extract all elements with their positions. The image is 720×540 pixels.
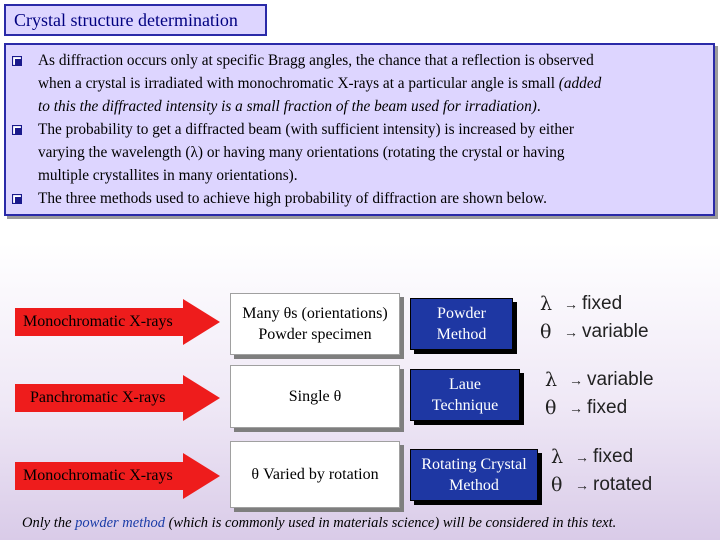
formula-1: [540, 290, 649, 346]
source-arrow-1: [15, 299, 220, 345]
lambda-row: [551, 443, 652, 471]
bullet-line: The three methods used to achieve high probability of diffraction are shown below.: [38, 190, 547, 207]
theta-row: [545, 394, 654, 422]
bullet-line: varying the wavelength (λ) or having many orientations (rotating the crystal or having: [38, 144, 565, 161]
bullet-item: [12, 49, 707, 118]
formula-2: [545, 366, 654, 422]
checkbox-bullet-icon: [12, 125, 26, 134]
lambda-row: [545, 366, 654, 394]
footer-highlight: powder method: [75, 515, 165, 531]
source-label: Panchromatic X-rays: [30, 389, 166, 406]
source-label: Monochromatic X-rays: [23, 313, 173, 330]
lambda-symbol: λ: [545, 369, 558, 391]
right-arrow-icon: →: [575, 449, 589, 465]
method-line: Method: [449, 477, 499, 494]
bullet-italic-text: (added: [554, 75, 602, 92]
condition-box-2: [230, 365, 400, 428]
condition-line: θ Varied by rotation: [251, 466, 379, 483]
bullet-text: [38, 187, 547, 210]
method-line: Laue: [449, 376, 481, 393]
right-arrow-icon: →: [569, 372, 583, 388]
theta-row: [551, 471, 652, 499]
condition-box-3: [230, 441, 400, 508]
checkbox-bullet-icon: [12, 56, 26, 65]
method-box-1: [410, 298, 513, 350]
method-line: Technique: [431, 397, 499, 414]
slide-title: Crystal structure determination: [14, 9, 238, 30]
source-arrow-3: [15, 453, 220, 499]
bullet-text: [38, 118, 574, 187]
theta-symbol: θ: [545, 397, 557, 419]
footer-note: [22, 515, 616, 532]
condition-line: Single θ: [288, 388, 342, 405]
bullet-line: [38, 95, 601, 118]
lambda-symbol: λ: [551, 446, 564, 468]
theta-symbol: θ: [540, 321, 552, 343]
bullet-text: [38, 49, 601, 118]
bullet-item: [12, 187, 707, 210]
footer-text: Only the: [22, 515, 76, 531]
right-arrow-icon: →: [569, 400, 583, 416]
lambda-value: variable: [587, 369, 654, 390]
method-line: Method: [436, 326, 487, 343]
bullet-panel: [4, 43, 715, 216]
bullet-line: As diffraction occurs only at specific Bragg angles, the chance that a reflection is observed: [38, 52, 594, 69]
lambda-value: fixed: [593, 446, 634, 467]
method-box-2: [410, 369, 520, 421]
right-arrow-icon: →: [564, 296, 578, 312]
bullet-line: [38, 72, 601, 95]
lambda-symbol: λ: [540, 293, 553, 315]
condition-line: Powder specimen: [258, 326, 372, 343]
theta-value: rotated: [593, 474, 653, 495]
theta-row: [540, 318, 649, 346]
lambda-row: [540, 290, 649, 318]
bullet-line-text: when a crystal is irradiated with monochromatic X-rays at a particular angle is small: [38, 75, 555, 92]
checkbox-bullet-icon: [12, 194, 26, 203]
method-box-3: [410, 449, 538, 501]
right-arrow-icon: →: [564, 324, 578, 340]
condition-box-1: [230, 293, 400, 355]
lambda-value: fixed: [582, 293, 623, 314]
bullet-line-text: .: [536, 98, 541, 115]
bullet-item: [12, 118, 707, 187]
bullet-line: multiple crystallites in many orientations).: [38, 167, 298, 184]
source-label: Monochromatic X-rays: [23, 467, 173, 484]
right-arrow-icon: →: [575, 477, 589, 493]
theta-value: variable: [582, 321, 649, 342]
method-line: Rotating Crystal: [421, 456, 527, 473]
bullet-line: The probability to get a diffracted beam (with sufficient intensity) is increased by either: [38, 121, 574, 138]
formula-3: [551, 443, 652, 499]
slide-title-box: [4, 4, 267, 36]
bullet-italic-text: to this the diffracted intensity is a small fraction of the beam used for irradiation): [38, 98, 537, 115]
method-line: Powder: [437, 305, 486, 322]
source-arrow-2: [15, 375, 220, 421]
footer-text: (which is commonly used in materials science) will be considered in this text.: [164, 515, 617, 531]
theta-value: fixed: [587, 397, 628, 418]
theta-symbol: θ: [551, 474, 563, 496]
condition-line: Many θs (orientations): [242, 305, 388, 322]
